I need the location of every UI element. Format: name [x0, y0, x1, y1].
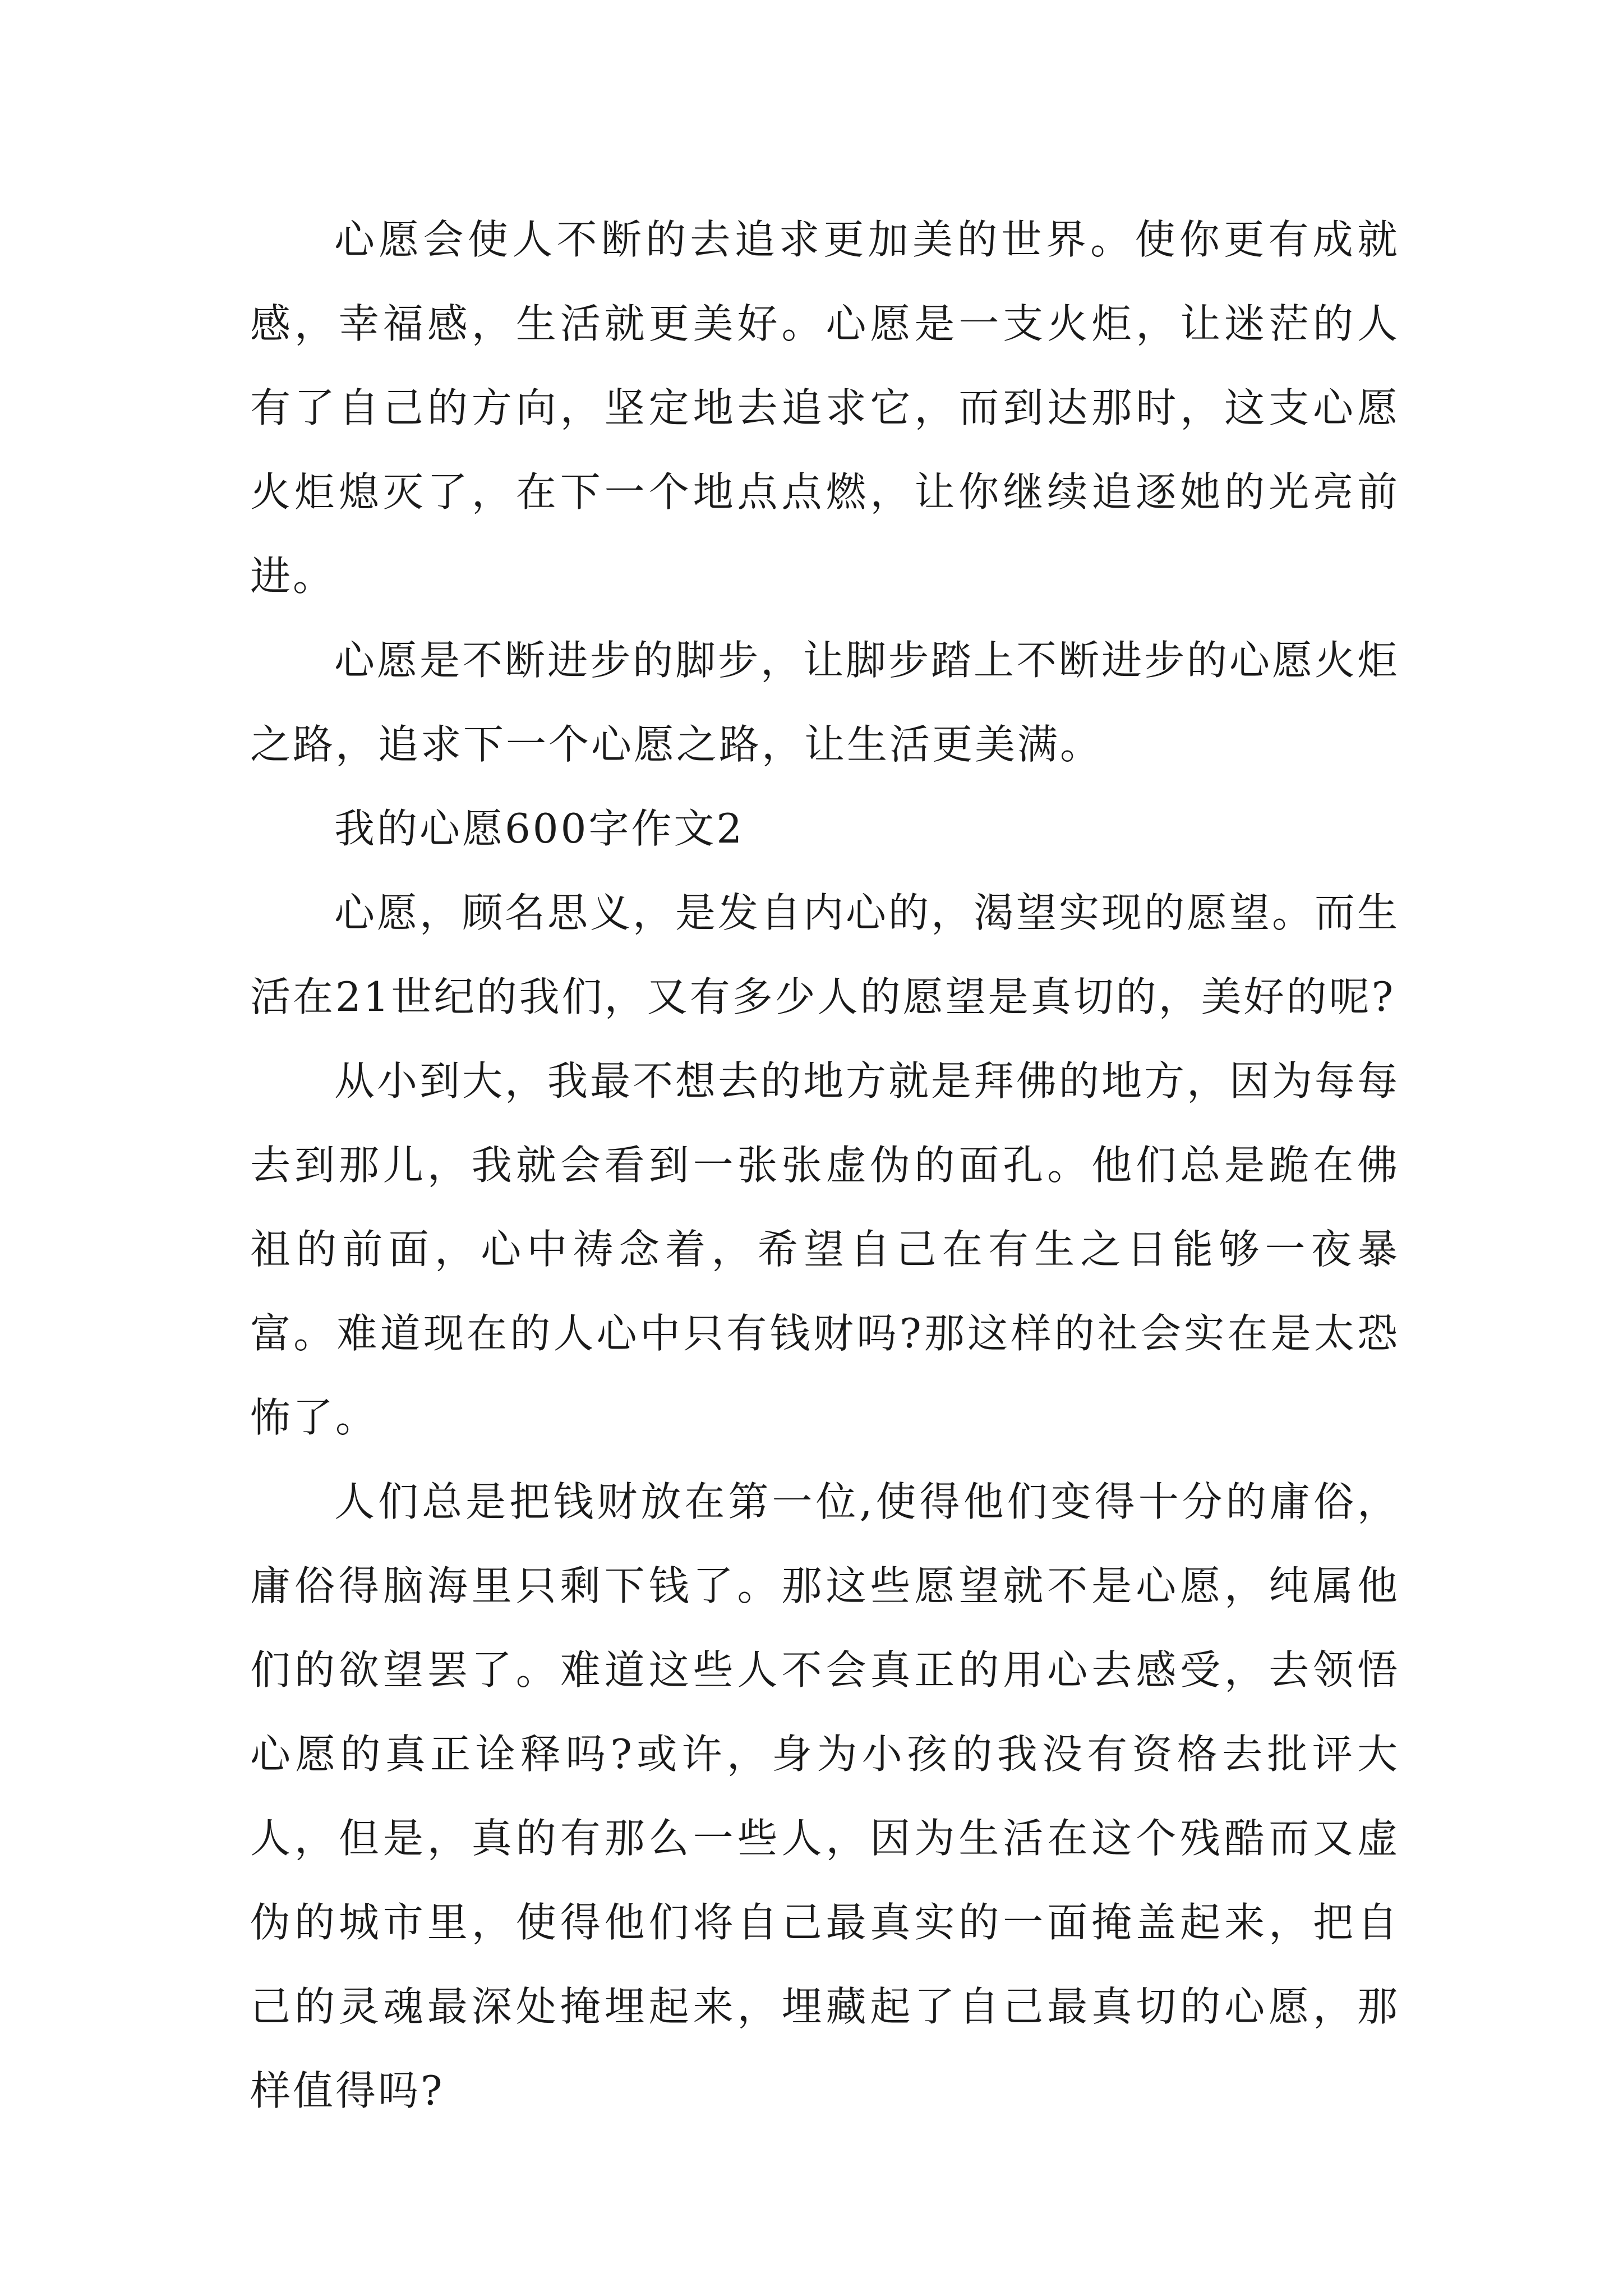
document-body [250, 197, 1400, 2133]
paragraph-1: 心愿会使人不断的去追求更加美的世界。使你更有成就感，幸福感，生活就更美好。心愿是一支火炬，让迷茫的人有了自己的方向，坚定地去追求它，而到达那时，这支心愿火炬熄灭了，在下一个地点点燃，让你继续追逐她的光亮前进。 [250, 216, 1400, 600]
paragraph-2: 心愿是不断进步的脚步，让脚步踏上不断进步的心愿火炬之路，追求下一个心愿之路，让生活更美满。 [250, 637, 1400, 768]
section-heading: 我的心愿600字作文2 [334, 805, 745, 852]
paragraph-3: 心愿，顾名思义，是发自内心的，渴望实现的愿望。而生活在21世纪的我们，又有多少人的愿望是真切的，美好的呢? [250, 889, 1400, 1020]
paragraph-4: 从小到大，我最不想去的地方就是拜佛的地方，因为每每去到那儿，我就会看到一张张虚伪的面孔。他们总是跪在佛祖的前面，心中祷念着，希望自己在有生之日能够一夜暴富。难道现在的人心中只有钱财吗?那这样的社会实在是太恐怖了。 [250, 1057, 1400, 1441]
paragraph-5: 人们总是把钱财放在第一位,使得他们变得十分的庸俗，庸俗得脑海里只剩下钱了。那这些愿望就不是心愿，纯属他们的欲望罢了。难道这些人不会真正的用心去感受，去领悟心愿的真正诠释吗?或许，身为小孩的我没有资格去批评大人，但是，真的有那么一些人，因为生活在这个残酷而又虚伪的城市里，使得他们将自己最真实的一面掩盖起来，把自己的灵魂最深处掩埋起来，埋藏起了自己最真切的心愿，那样值得吗? [250, 1478, 1400, 2114]
